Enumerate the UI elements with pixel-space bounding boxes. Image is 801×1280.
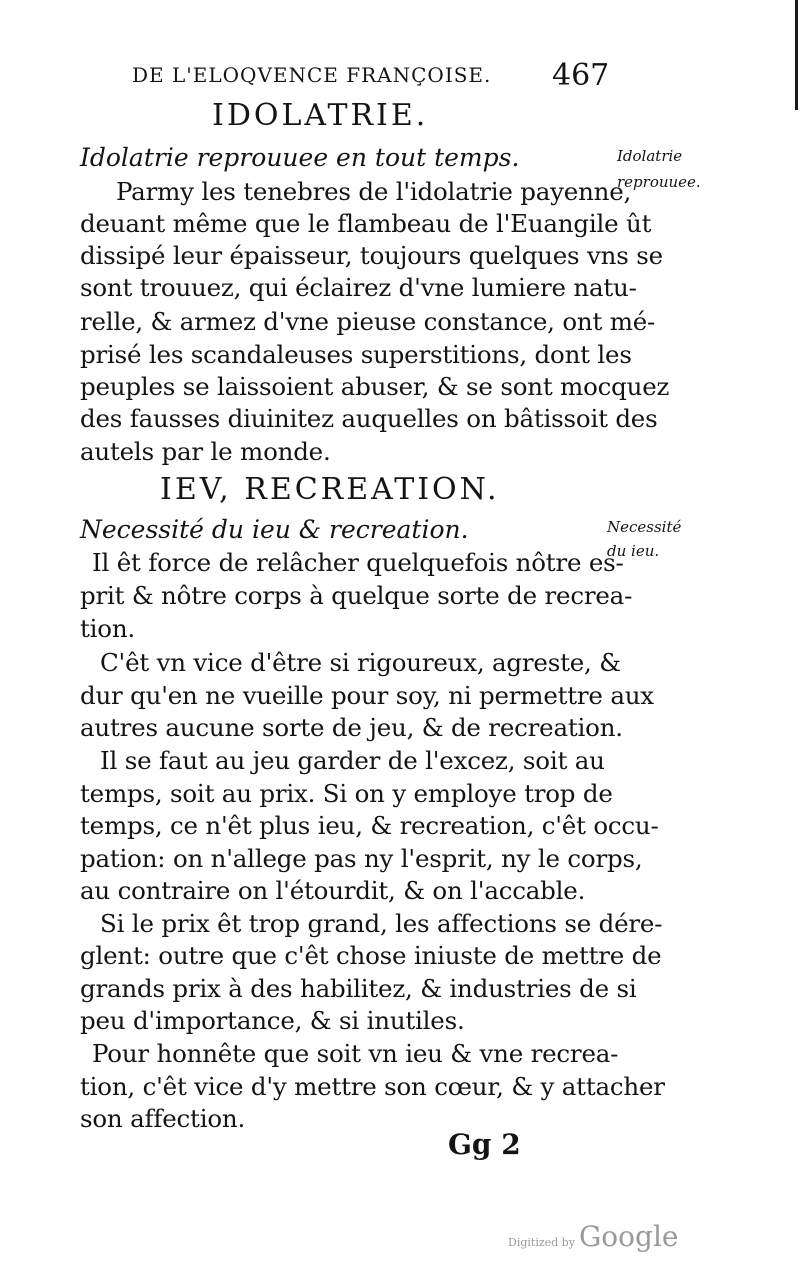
text-line: C'êt vn vice d'être si rigoureux, agreste, & (100, 648, 621, 677)
text-line: temps, soit au prix. Si on y employe trop de (80, 779, 613, 808)
text-line: tion. (80, 614, 135, 643)
text-line: son affection. (80, 1104, 246, 1133)
text-line: temps, ce n'êt plus ieu, & recreation, c'êt occu- (80, 811, 659, 840)
text-line: Il se faut au jeu garder de l'excez, soit au (100, 746, 605, 775)
section-subhead: Necessité du ieu & recreation. (80, 515, 469, 544)
text-line: peu d'importance, & si inutiles. (80, 1006, 465, 1035)
page-number: 467 (552, 58, 610, 93)
margin-note-line: Necessité (607, 518, 682, 536)
text-line: Pour honnête que soit vn ieu & vne recrea- (92, 1039, 619, 1068)
running-head: DE L'ELOQVENCE FRANÇOISE. (132, 63, 492, 87)
text-line: dissipé leur épaisseur, toujours quelques vns se (80, 241, 663, 270)
section-title-ieu-recreation: IEV, RECREATION. (160, 472, 500, 507)
text-line: prit & nôtre corps à quelque sorte de recrea- (80, 581, 633, 610)
section-subhead: Idolatrie reprouuee en tout temps. (80, 143, 520, 172)
text-line: autels par le monde. (80, 437, 331, 466)
text-line: dur qu'en ne vueille pour soy, ni permettre aux (80, 681, 654, 710)
page-edge-line (795, 0, 798, 110)
text-line: Si le prix êt trop grand, les affections se dére- (100, 909, 663, 938)
text-line: deuant même que le flambeau de l'Euangile ût (80, 209, 652, 238)
text-line: sont trouuez, qui éclairez d'vne lumiere natu- (80, 273, 637, 302)
margin-note-line: du ieu. (607, 542, 660, 560)
digitized-watermark (508, 1220, 678, 1253)
margin-note-line: reprouuee. (617, 173, 701, 191)
text-line: peuples se laissoient abuser, & se sont mocquez (80, 372, 670, 401)
text-line: Parmy les tenebres de l'idolatrie payenne, (116, 177, 632, 206)
text-line: au contraire on l'étourdit, & on l'accable. (80, 876, 586, 905)
text-line: Il êt force de relâcher quelquefois nôtre es- (92, 548, 624, 577)
text-line: autres aucune sorte de jeu, & de recreation. (80, 713, 623, 742)
text-line: tion, c'êt vice d'y mettre son cœur, & y attacher (80, 1072, 665, 1101)
text-line: pation: on n'allege pas ny l'esprit, ny le corps, (80, 844, 643, 873)
margin-note-line: Idolatrie (617, 147, 683, 165)
watermark-logo-text: Google (578, 1220, 679, 1253)
text-line: des fausses diuinitez auquelles on bâtissoit des (80, 404, 658, 433)
text-line: prisé les scandaleuses superstitions, dont les (80, 340, 632, 369)
section-title-idolatrie: IDOLATRIE. (212, 98, 429, 133)
signature-mark: Gg 2 (448, 1128, 521, 1161)
text-line: glent: outre que c'êt chose iniuste de mettre de (80, 941, 662, 970)
watermark-small-text: Digitized by (508, 1236, 575, 1249)
text-line: grands prix à des habilitez, & industries de si (80, 974, 637, 1003)
text-line: relle, & armez d'vne pieuse constance, ont mé- (80, 307, 656, 336)
